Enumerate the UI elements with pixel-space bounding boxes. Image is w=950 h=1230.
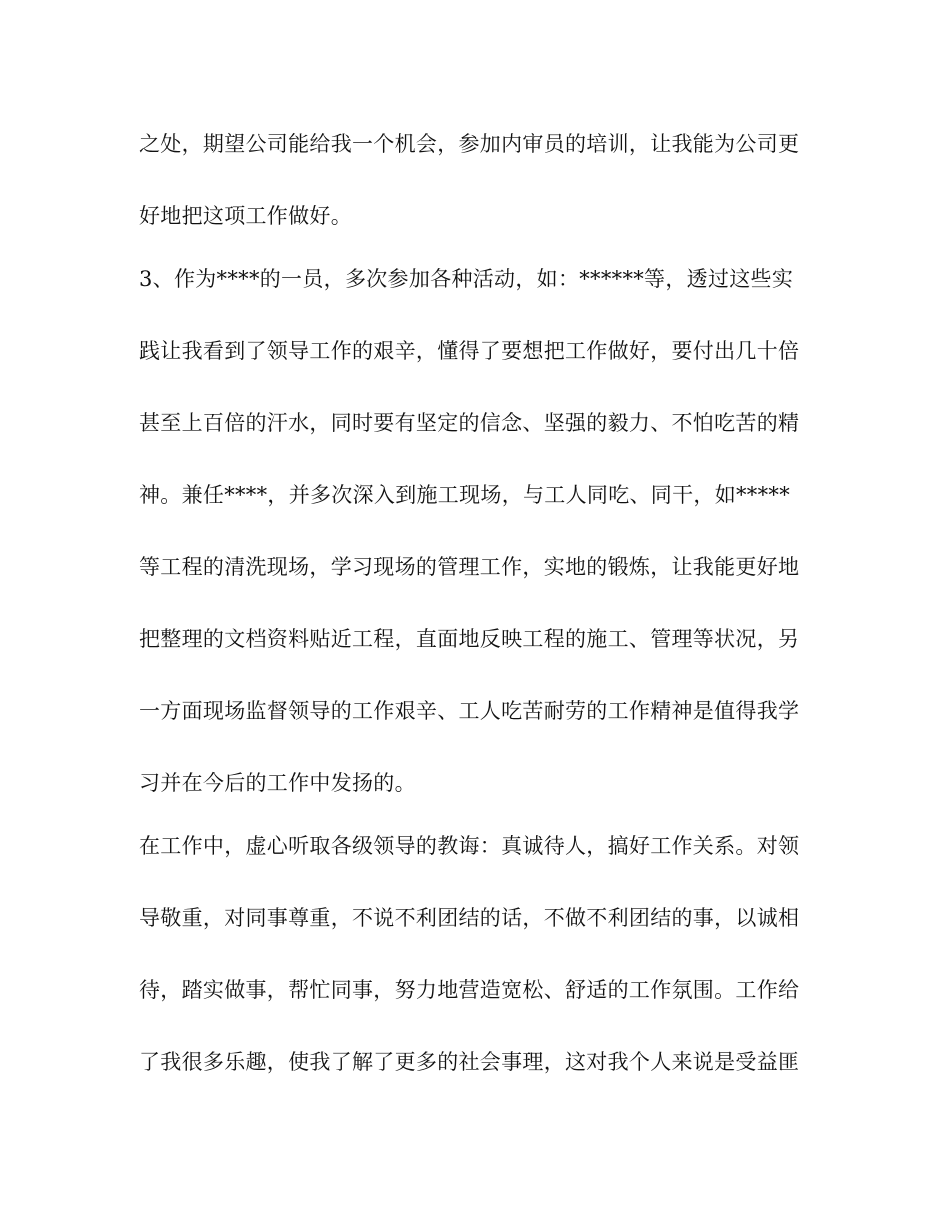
text-line: 待，踏实做事，帮忙同事，努力地营造宽松、舒适的工作氛围。工作给 (139, 978, 800, 1002)
text-line: 之处，期望公司能给我一个机会，参加内审员的培训，让我能为公司更 (139, 132, 800, 156)
text-line: 神。兼任****，并多次深入到施工现场，与工人同吃、同干，如***** (139, 483, 790, 507)
text-line: 一方面现场监督领导的工作艰辛、工人吃苦耐劳的工作精神是值得我学 (139, 699, 800, 723)
text-line: 了我很多乐趣，使我了解了更多的社会事理，这对我个人来说是受益匪 (139, 1050, 800, 1074)
text-line: 导敬重，对同事尊重，不说不利团结的话，不做不利团结的事，以诚相 (139, 906, 800, 930)
text-line: 等工程的清洗现场，学习现场的管理工作，实地的锻炼，让我能更好地 (139, 555, 800, 579)
text-line: 好地把这项工作做好。 (139, 204, 352, 228)
text-line: 3、作为****的一员，多次参加各种活动，如：******等，透过这些实 (139, 267, 794, 291)
text-line: 甚至上百倍的汗水，同时要有坚定的信念、坚强的毅力、不怕吃苦的精 (139, 411, 800, 435)
text-line: 践让我看到了领导工作的艰辛，懂得了要想把工作做好，要付出几十倍 (139, 339, 800, 363)
text-line: 习并在今后的工作中发扬的。 (139, 771, 416, 795)
text-line: 在工作中，虚心听取各级领导的教诲：真诚待人，搞好工作关系。对领 (139, 834, 800, 858)
text-line: 把整理的文档资料贴近工程，直面地反映工程的施工、管理等状况，另 (139, 627, 800, 651)
